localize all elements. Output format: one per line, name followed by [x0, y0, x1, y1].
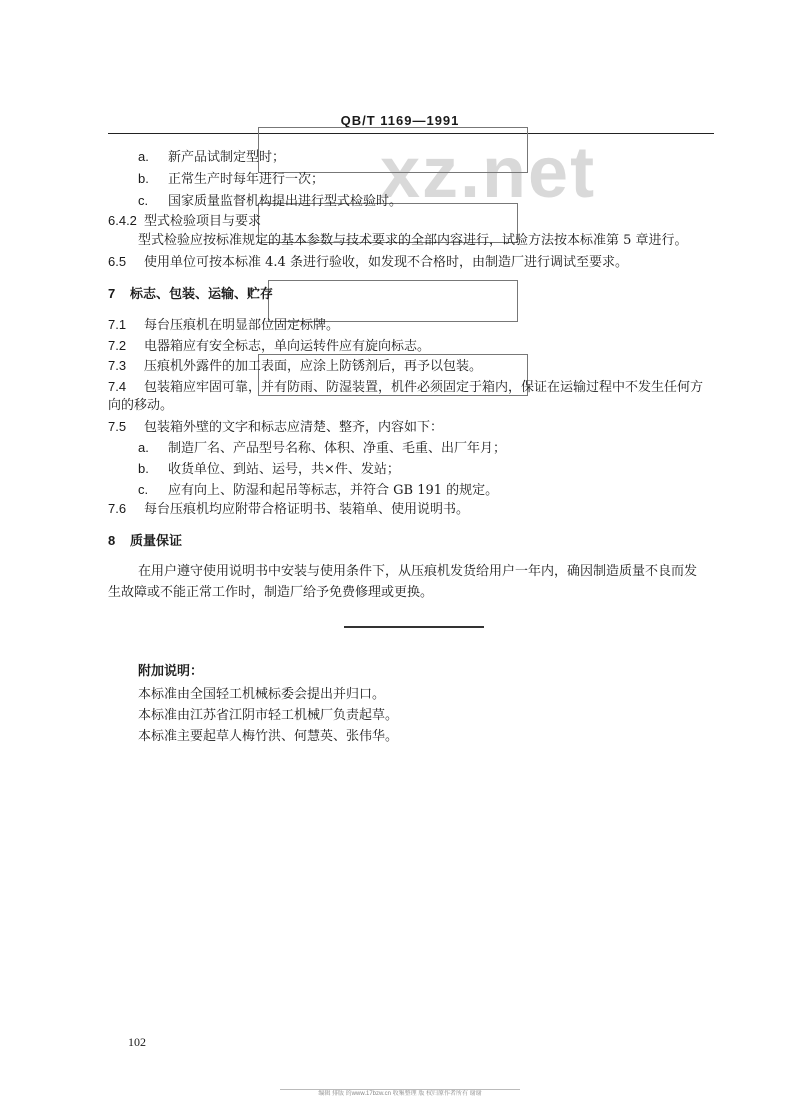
clause-number: 7.5 [108, 419, 127, 434]
item-number: c. [138, 482, 149, 497]
clause-7-6 [108, 500, 469, 518]
appendix-line: 本标准由江苏省江阴市轻工机械厂负责起草。 [138, 708, 399, 723]
section-7-heading [108, 285, 273, 303]
clause-6-5 [108, 253, 628, 271]
section-title: 标志、包装、运输、贮存 [130, 287, 274, 302]
section-number: 8 [108, 533, 116, 548]
standard-number-header: QB/T 1169—1991 [340, 113, 460, 128]
clause-7-3 [108, 357, 482, 375]
item-number: a. [138, 440, 149, 455]
page-number: 102 [128, 1035, 146, 1049]
clause-6-4-2 [108, 212, 261, 230]
appendix-line: 本标准主要起草人梅竹洪、何慧英、张伟华。 [138, 729, 399, 744]
appendix-line: 本标准由全国轻工机械标委会提出并归口。 [138, 687, 386, 702]
clause-number: 6.4.2 [108, 213, 137, 228]
clause-text: 包装箱应牢固可靠，并有防雨、防湿装置，机件必须固定于箱内，保证在运输过程中不发生任何方 [144, 380, 704, 395]
clause-heading: 型式检验项目与要求 [144, 214, 262, 229]
item-number: b. [138, 171, 149, 186]
paragraph-line: 生故障或不能正常工作时，制造厂给予免费修理或更换。 [108, 585, 434, 600]
item-text: 国家质量监督机构提出进行型式检验时。 [168, 194, 403, 209]
clause-text: 每台压痕机均应附带合格证明书、装箱单、使用说明书。 [144, 502, 470, 517]
clause-number: 7.6 [108, 501, 127, 516]
item-number: a. [138, 149, 149, 164]
annotation-box [258, 127, 528, 173]
item-text: 新产品试制定型时； [168, 150, 286, 165]
list-item [138, 192, 402, 210]
clause-text: 包装箱外壁的文字和标志应清楚、整齐，内容如下： [144, 420, 444, 435]
list-item [138, 481, 498, 499]
watermark: xz.net [380, 133, 597, 213]
footer-banner: 编辑 排版 的www.17bzw.cn 收集整理 版 权归原作者所有 谢谢 [280, 1089, 520, 1098]
clause-text: 压痕机外露件的加工表面，应涂上防锈剂后，再予以包装。 [144, 359, 483, 374]
list-item [138, 148, 285, 166]
clause-text: 使用单位可按本标准 4.4 条进行验收，如发现不合格时，由制造厂进行调试至要求。 [144, 255, 628, 270]
clause-text: 电器箱应有安全标志，单向运转件应有旋向标志。 [144, 339, 431, 354]
paragraph-line: 型式检验应按标准规定的基本参数与技术要求的全部内容进行，试验方法按本标准第 5 章进行。 [138, 233, 688, 248]
item-text: 制造厂名、产品型号名称、体积、净重、毛重、出厂年月； [168, 441, 507, 456]
section-title: 质量保证 [130, 534, 183, 549]
item-number: b. [138, 461, 149, 476]
clause-text: 每台压痕机在明显部位固定标牌。 [144, 318, 340, 333]
section-number: 7 [108, 286, 116, 301]
item-number: c. [138, 193, 149, 208]
clause-7-1 [108, 316, 339, 334]
item-text: 收货单位、到站、运号，共×件、发站； [168, 462, 400, 477]
clause-number: 7.1 [108, 317, 127, 332]
section-8-heading [108, 532, 182, 550]
clause-number: 6.5 [108, 254, 127, 269]
clause-number: 7.4 [108, 379, 127, 394]
list-item [138, 170, 324, 188]
clause-7-4 [108, 378, 703, 396]
appendix-title: 附加说明： [138, 664, 204, 679]
end-rule [344, 626, 484, 628]
clause-number: 7.3 [108, 358, 127, 373]
paragraph-line: 向的移动。 [108, 398, 174, 413]
clause-number: 7.2 [108, 338, 127, 353]
clause-7-2 [108, 337, 430, 355]
list-item [138, 460, 400, 478]
list-item [138, 439, 506, 457]
paragraph-line: 在用户遵守使用说明书中安装与使用条件下，从压痕机发货给用户一年内，确因制造质量不良而发 [138, 564, 698, 579]
clause-7-5 [108, 418, 443, 436]
item-text: 正常生产时每年进行一次； [168, 172, 325, 187]
item-text: 应有向上、防湿和起吊等标志，并符合 GB 191 的规定。 [168, 483, 499, 498]
